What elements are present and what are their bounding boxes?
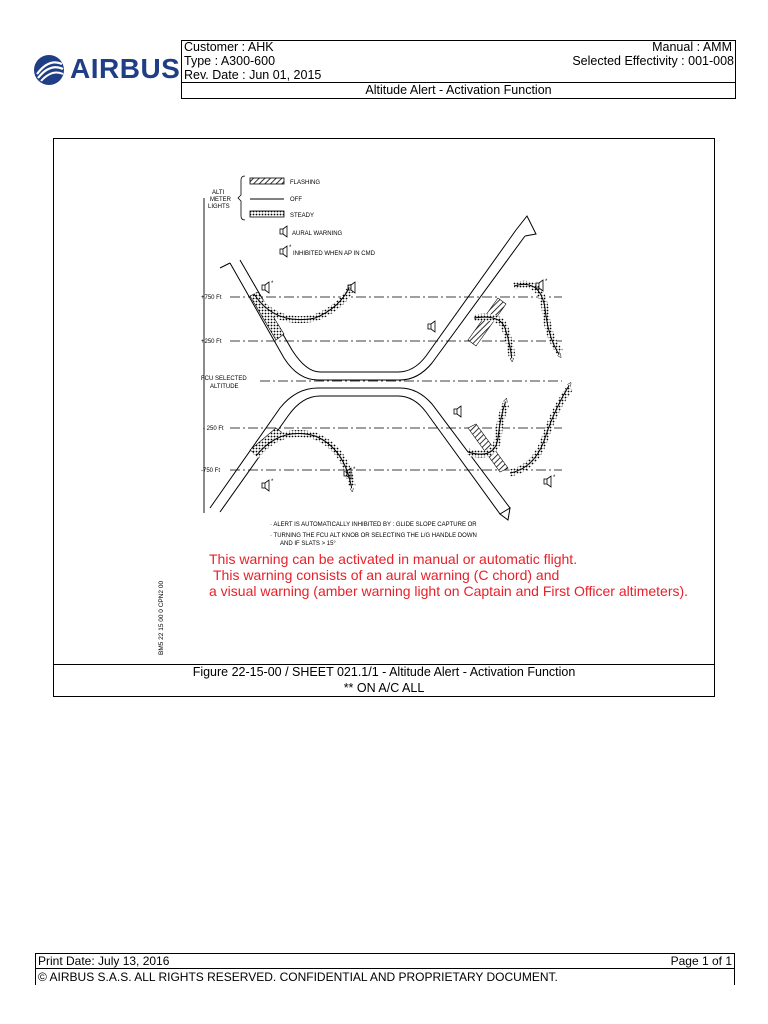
svg-text:ALTITUDE: ALTITUDE bbox=[210, 384, 239, 390]
footer-divider bbox=[35, 968, 735, 969]
diagram-footnote-3: AND IF SLATS > 15° bbox=[280, 541, 336, 547]
aural-warning-icons bbox=[262, 279, 556, 491]
speaker-icon bbox=[280, 226, 287, 237]
level-750-down: -750 Ft bbox=[201, 468, 221, 474]
logo-text: AIRBUS bbox=[70, 53, 181, 84]
note-line-3: a visual warning (amber warning light on Captain and First Officer altimeters). bbox=[209, 583, 689, 599]
legend-flashing: FLASHING bbox=[290, 180, 321, 186]
speaker-inhibited-icon bbox=[280, 245, 292, 257]
svg-text:*: * bbox=[553, 475, 556, 481]
diagram-footnote-2: · TURNING THE FCU ALT KNOB OR SELECTING THE L/G HANDLE DOWN bbox=[270, 533, 477, 539]
document-title: Altitude Alert - Activation Function bbox=[365, 83, 552, 97]
customer-label: Customer : AHK bbox=[184, 40, 274, 54]
figure-ref-code: BM5 22 15 00 0 CPN2 00 bbox=[158, 580, 165, 655]
print-date: Print Date: July 13, 2016 bbox=[38, 954, 170, 968]
svg-text:*: * bbox=[545, 279, 548, 285]
svg-text:*: * bbox=[289, 245, 292, 251]
legend-group-label: ALTI METER LIGHTS bbox=[208, 190, 231, 210]
level-fcu: FCU SELECTED bbox=[201, 376, 247, 382]
level-750-up: +750 Ft bbox=[201, 295, 222, 301]
note-line-1: This warning can be activated in manual or automatic flight. bbox=[209, 551, 578, 567]
svg-text:*: * bbox=[271, 479, 274, 485]
legend-off: OFF bbox=[290, 197, 302, 203]
figure-caption: Figure 22-15-00 / SHEET 021.1/1 - Altitude Alert - Activation Function bbox=[192, 665, 576, 679]
level-250-down: - 250 Ft bbox=[203, 426, 224, 432]
type-label: Type : A300-600 bbox=[184, 54, 276, 68]
effectivity-label: Selected Effectivity : 001-008 bbox=[572, 54, 734, 68]
page-number: Page 1 of 1 bbox=[670, 954, 732, 968]
svg-text:*: * bbox=[271, 281, 274, 287]
svg-text:*: * bbox=[353, 467, 356, 473]
legend-steady: STEADY bbox=[290, 213, 315, 219]
legend-aural: AURAL WARNING bbox=[292, 231, 343, 237]
note-line-2: This warning consists of an aural warning (C chord) and bbox=[213, 567, 560, 583]
legend-flashing-swatch bbox=[250, 178, 284, 184]
rev-date-label: Rev. Date : Jun 01, 2015 bbox=[184, 68, 322, 82]
legend-steady-swatch bbox=[250, 211, 284, 217]
flight-paths bbox=[210, 216, 536, 514]
copyright-notice: © AIRBUS S.A.S. ALL RIGHTS RESERVED. CONFIDENTIAL AND PROPRIETARY DOCUMENT. bbox=[38, 970, 558, 984]
figure-applicability: ** ON A/C ALL bbox=[343, 681, 425, 695]
legend-inhibited: INHIBITED WHEN AP IN CMD bbox=[293, 251, 375, 257]
legend bbox=[208, 176, 376, 257]
manual-label: Manual : AMM bbox=[652, 40, 732, 54]
diagram-footnote-1: · ALERT IS AUTOMATICALLY INHIBITED BY : GLIDE SLOPE CAPTURE OR bbox=[270, 522, 477, 528]
level-250-up: +250 Ft bbox=[201, 339, 222, 345]
altitude-alert-diagram bbox=[150, 168, 590, 548]
